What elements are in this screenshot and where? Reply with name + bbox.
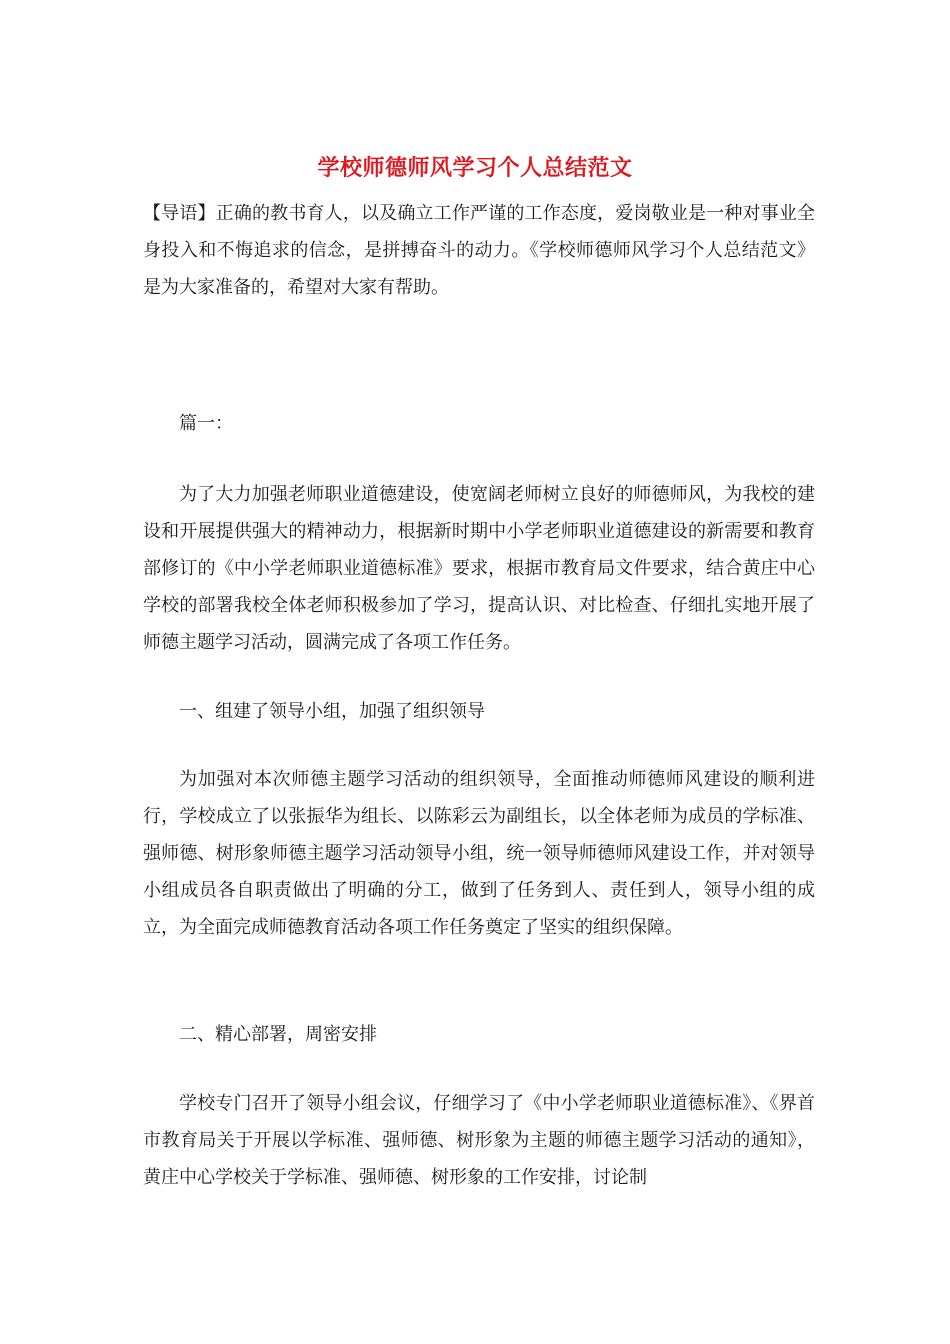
part-label: 篇一： <box>179 413 233 434</box>
document-title: 学校师德师风学习个人总结范文 <box>317 155 633 181</box>
body-paragraph-3: 学校专门召开了领导小组会议，仔细学习了《中小学老师职业道德标准》、《界首市教育局关于开展以学标准、强师德、树形象为主题的师德主题学习活动的通知》，黄庄中心学校关于学标准、强师德、树形象的工作安排，讨论制 <box>143 1093 815 1188</box>
body-paragraph-2: 为加强对本次师德主题学习活动的组织领导，全面推动师德师风建设的顺利进行，学校成立了以张振华为组长、以陈彩云为副组长，以全体老师为成员的学标准、强师德、树形象师德主题学习活动领导小组，统一领导师德师风建设工作，并对领导小组成员各自职责做出了明确的分工，做到了任务到人、责任到人，领导小组的成立，为全面完成师德教育活动各项工作任务奠定了坚实的组织保障。 <box>143 769 815 938</box>
body-paragraph-1: 为了大力加强老师职业道德建设，使宽阔老师树立良好的师德师风，为我校的建设和开展提供强大的精神动力，根据新时期中小学老师职业道德建设的新需要和教育部修订的《中小学老师职业道德标准》要求，根据市教育局文件要求，结合黄庄中心学校的部署我校全体老师积极参加了学习，提高认识、对比检查、仔细扎实地开展了师德主题学习活动，圆满完成了各项工作任务。 <box>143 484 815 653</box>
lead-paragraph: 【导语】正确的教书育人，以及确立工作严谨的工作态度，爱岗敬业是一种对事业全身投入和不悔追求的信念，是拼搏奋斗的动力。《学校师德师风学习个人总结范文》是为大家准备的，希望对大家有帮助。 <box>143 203 815 298</box>
section-heading-1: 一、组建了领导小组，加强了组织领导 <box>179 701 485 722</box>
section-heading-2: 二、精心部署，周密安排 <box>179 1024 377 1045</box>
